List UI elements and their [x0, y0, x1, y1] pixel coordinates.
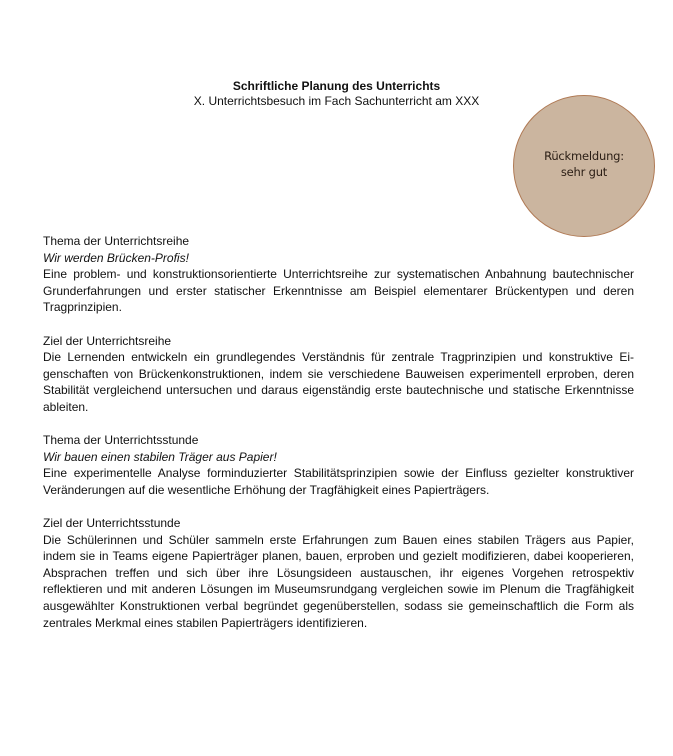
section-body: Die Schülerinnen und Schüler sammeln erste Erfahrungen zum Bauen eines stabilen Trägers aus Papier, indem sie in Teams eigene Papierträger planen, bauen, erproben und gezielt modifizieren, dabei kooperieren, Absprachen treffen und sich über ihre Lösungsideen austauschen, ihr eigenes Vorgehen retrospektiv reflektieren und mit anderen Lösungen im Museumsrundgang vergleichen sowie im Plenum die Tragfähigkeit ausgewählter Konstruktionen verbal begründet gegenüberstellen, sodass sie gemeinschaftlich die Form als zentrales Merkmal eines stabilen Papierträgers identifizieren.	[43, 532, 634, 630]
feedback-label: Rückmeldung:	[544, 149, 624, 163]
section-body: Eine problem- und konstruktionsorientierte Unterrichtsreihe zur systematischen Anbahnung bautechnischer Grunderfahrungen und erster statischer Erkenntnisse am Beispiel elementarer Brückentypen und deren Tragprinzipien.	[43, 267, 634, 315]
section-lesson-topic	[43, 432, 634, 498]
feedback-badge	[513, 95, 655, 237]
section-heading: Thema der Unterrichtsstunde	[43, 433, 199, 448]
document-title: Schriftliche Planung des Unterrichts	[232, 79, 441, 93]
section-lesson-goal	[43, 515, 634, 631]
feedback-value: sehr gut	[560, 165, 608, 179]
section-body: Die Lernenden entwickeln ein grundlegendes Verständnis für zentrale Tragprinzipien und konstruktive Eigenschaften von Brückenkonstruktionen, indem sie verschiedene Bauweisen experimentell erproben, deren Stabilität vergleichend untersuchen und daraus eigenständig erste bautechnische und statische Erkenntnisse ableiten.	[43, 350, 634, 414]
section-subtitle: Wir bauen einen stabilen Träger aus Papier!	[43, 449, 277, 464]
document-subtitle: X. Unterrichtsbesuch im Fach Sachunterricht am XXX	[193, 94, 480, 108]
section-unit-goal	[43, 333, 634, 416]
section-body: Eine experimentelle Analyse forminduzierter Stabilitätsprinzipien sowie der Einfluss gezielter konstruktiver Veränderungen auf die wesentliche Erhöhung der Tragfähigkeit eines Papierträgers.	[43, 466, 634, 497]
section-subtitle: Wir werden Brücken-Profis!	[43, 250, 189, 265]
document-body	[43, 233, 634, 648]
section-heading: Thema der Unterrichtsreihe	[43, 234, 190, 248]
section-heading: Ziel der Unterrichtsstunde	[43, 516, 181, 531]
feedback-badge-text	[544, 148, 624, 180]
section-unit-topic	[43, 233, 634, 316]
section-heading: Ziel der Unterrichtsreihe	[43, 333, 172, 348]
